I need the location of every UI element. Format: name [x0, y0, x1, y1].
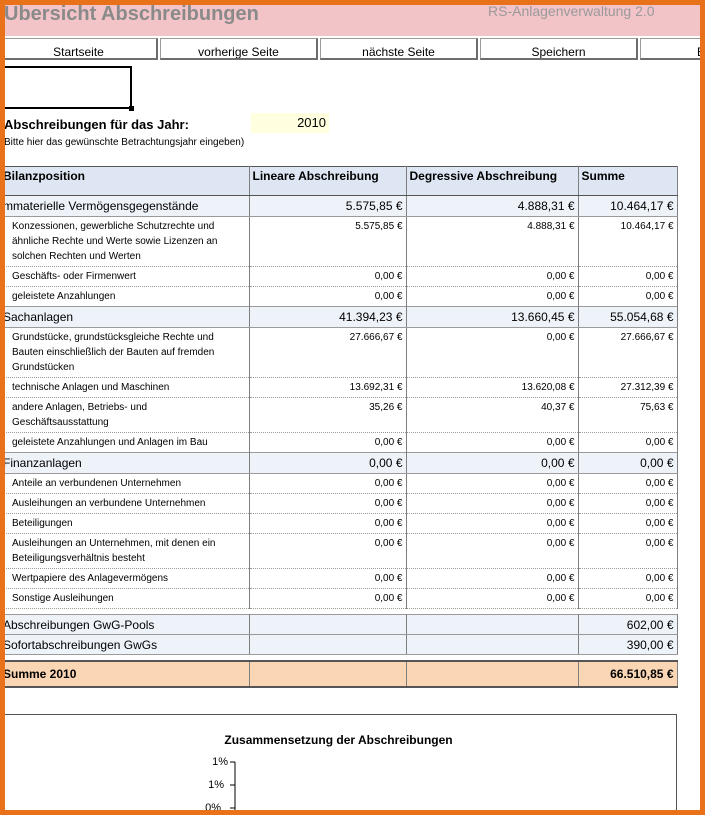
table-row [0, 267, 677, 287]
table-row [0, 569, 677, 589]
table-row [0, 534, 677, 569]
sum-value: 0,00 € [578, 433, 677, 453]
position-name: geleistete Anzahlungen und Anlagen im Bau [0, 433, 249, 453]
degressive-value: 0,00 € [406, 589, 578, 609]
depreciation-table [0, 166, 678, 688]
position-name: Ausleihungen an Unternehmen, mit denen ein Beteiligungsverhältnis besteht [0, 534, 249, 569]
position-name: geleistete Anzahlungen [0, 287, 249, 307]
linear-value: 0,00 € [249, 514, 406, 534]
y-tick-label: 0% [205, 802, 221, 814]
degressive-value: 0,00 € [406, 569, 578, 589]
sum-value: 0,00 € [578, 534, 677, 569]
y-tick-label: 1% [212, 756, 228, 768]
category-row [0, 453, 677, 474]
sum-value: 0,00 € [578, 267, 677, 287]
chart-title: Zusammensetzung der Abschreibungen [224, 733, 453, 747]
overflow-nav-button[interactable]: B [640, 38, 705, 60]
table-row [0, 328, 677, 378]
chart-axis [195, 750, 255, 815]
position-name: andere Anlagen, Betriebs- und Geschäftsausstattung [0, 398, 249, 433]
column-header: Summe [578, 167, 677, 196]
title-bar [0, 0, 705, 36]
gwg-name: Abschreibungen GwG-Pools [0, 615, 249, 635]
position-name: Anteile an verbundenen Unternehmen [0, 474, 249, 494]
table-row [0, 589, 677, 609]
sum-value: 0,00 € [578, 514, 677, 534]
gwg-row [0, 635, 677, 655]
year-label: Abschreibungen für das Jahr: [4, 117, 189, 132]
year-hint: Bitte hier das gewünschte Betrachtungsjahr eingeben) [4, 137, 245, 148]
position-name: technische Anlagen und Maschinen [0, 378, 249, 398]
linear-value: 27.666,67 € [249, 328, 406, 378]
table-row [0, 494, 677, 514]
linear-value: 5.575,85 € [249, 196, 406, 217]
linear-value: 0,00 € [249, 589, 406, 609]
empty-cell [406, 635, 578, 655]
navigation-bar [0, 36, 705, 60]
position-name: Geschäfts- oder Firmenwert [0, 267, 249, 287]
column-header: Degressive Abschreibung [406, 167, 578, 196]
sum-value: 10.464,17 € [578, 196, 677, 217]
degressive-value: 40,37 € [406, 398, 578, 433]
degressive-value: 0,00 € [406, 433, 578, 453]
chart-area [0, 714, 677, 815]
table-row [0, 514, 677, 534]
empty-cell [406, 615, 578, 635]
linear-value: 0,00 € [249, 267, 406, 287]
degressive-value: 0,00 € [406, 267, 578, 287]
position-name: Grundstücke, grundstücksgleiche Rechte und Bauten einschließlich der Bauten auf fremden Grundstücken [0, 328, 249, 378]
empty-cell [249, 615, 406, 635]
linear-value: 0,00 € [249, 453, 406, 474]
linear-value: 0,00 € [249, 569, 406, 589]
linear-value: 0,00 € [249, 534, 406, 569]
linear-value: 35,26 € [249, 398, 406, 433]
column-header: Lineare Abschreibung [249, 167, 406, 196]
selected-cell[interactable] [0, 66, 132, 109]
linear-value: 41.394,23 € [249, 307, 406, 328]
sum-value: 27.312,39 € [578, 378, 677, 398]
category-name: Sachanlagen [0, 307, 249, 328]
table-row [0, 474, 677, 494]
degressive-value: 4.888,31 € [406, 196, 578, 217]
sum-value: 27.666,67 € [578, 328, 677, 378]
total-label: Summe 2010 [0, 661, 249, 687]
category-name: Finanzanlagen [0, 453, 249, 474]
degressive-value: 0,00 € [406, 328, 578, 378]
linear-value: 5.575,85 € [249, 217, 406, 267]
degressive-value: 4.888,31 € [406, 217, 578, 267]
fill-handle[interactable] [129, 106, 134, 111]
table-header-row [0, 167, 677, 196]
sum-value: 390,00 € [578, 635, 677, 655]
position-name: Konzessionen, gewerbliche Schutzrechte und ähnliche Rechte und Werte sowie Lizenzen an solchen Rechten und Werten [0, 217, 249, 267]
degressive-value: 0,00 € [406, 453, 578, 474]
position-name: Sonstige Ausleihungen [0, 589, 249, 609]
position-name: Beteiligungen [0, 514, 249, 534]
save-button[interactable]: Speichern [480, 38, 638, 60]
gwg-row [0, 615, 677, 635]
sum-value: 55.054,68 € [578, 307, 677, 328]
table-row [0, 287, 677, 307]
position-name: Ausleihungen an verbundene Unternehmen [0, 494, 249, 514]
linear-value: 13.692,31 € [249, 378, 406, 398]
page-title: Übersicht Abschreibungen [4, 3, 259, 25]
linear-value: 0,00 € [249, 433, 406, 453]
degressive-value: 0,00 € [406, 494, 578, 514]
gwg-name: Sofortabschreibungen GwGs [0, 635, 249, 655]
app-subtitle: RS-Anlagenverwaltung 2.0 [488, 3, 655, 19]
degressive-value: 0,00 € [406, 534, 578, 569]
total-value: 66.510,85 € [578, 661, 677, 687]
sum-value: 0,00 € [578, 494, 677, 514]
sum-value: 0,00 € [578, 474, 677, 494]
category-row [0, 307, 677, 328]
category-name: mmaterielle Vermögensgegenstände [0, 196, 249, 217]
linear-value: 0,00 € [249, 474, 406, 494]
startseite-button[interactable]: Startseite [0, 38, 158, 60]
degressive-value: 0,00 € [406, 514, 578, 534]
sum-value: 0,00 € [578, 589, 677, 609]
sum-value: 0,00 € [578, 569, 677, 589]
previous-page-button[interactable]: vorherige Seite [160, 38, 318, 60]
linear-value: 0,00 € [249, 287, 406, 307]
sum-value: 0,00 € [578, 287, 677, 307]
year-input[interactable]: 2010 [251, 113, 329, 133]
linear-value: 0,00 € [249, 494, 406, 514]
degressive-value: 13.660,45 € [406, 307, 578, 328]
total-row [0, 661, 677, 687]
empty-cell [249, 661, 406, 687]
empty-cell [249, 635, 406, 655]
table-row [0, 378, 677, 398]
next-page-button[interactable]: nächste Seite [320, 38, 478, 60]
sum-value: 602,00 € [578, 615, 677, 635]
degressive-value: 0,00 € [406, 474, 578, 494]
degressive-value: 13.620,08 € [406, 378, 578, 398]
sum-value: 10.464,17 € [578, 217, 677, 267]
y-tick-label: 1% [208, 779, 224, 791]
empty-cell [406, 661, 578, 687]
position-name: Wertpapiere des Anlagevermögens [0, 569, 249, 589]
category-row [0, 196, 677, 217]
degressive-value: 0,00 € [406, 287, 578, 307]
column-header: Bilanzposition [0, 167, 249, 196]
table-row [0, 398, 677, 433]
table-row [0, 433, 677, 453]
sum-value: 0,00 € [578, 453, 677, 474]
table-row [0, 217, 677, 267]
sum-value: 75,63 € [578, 398, 677, 433]
